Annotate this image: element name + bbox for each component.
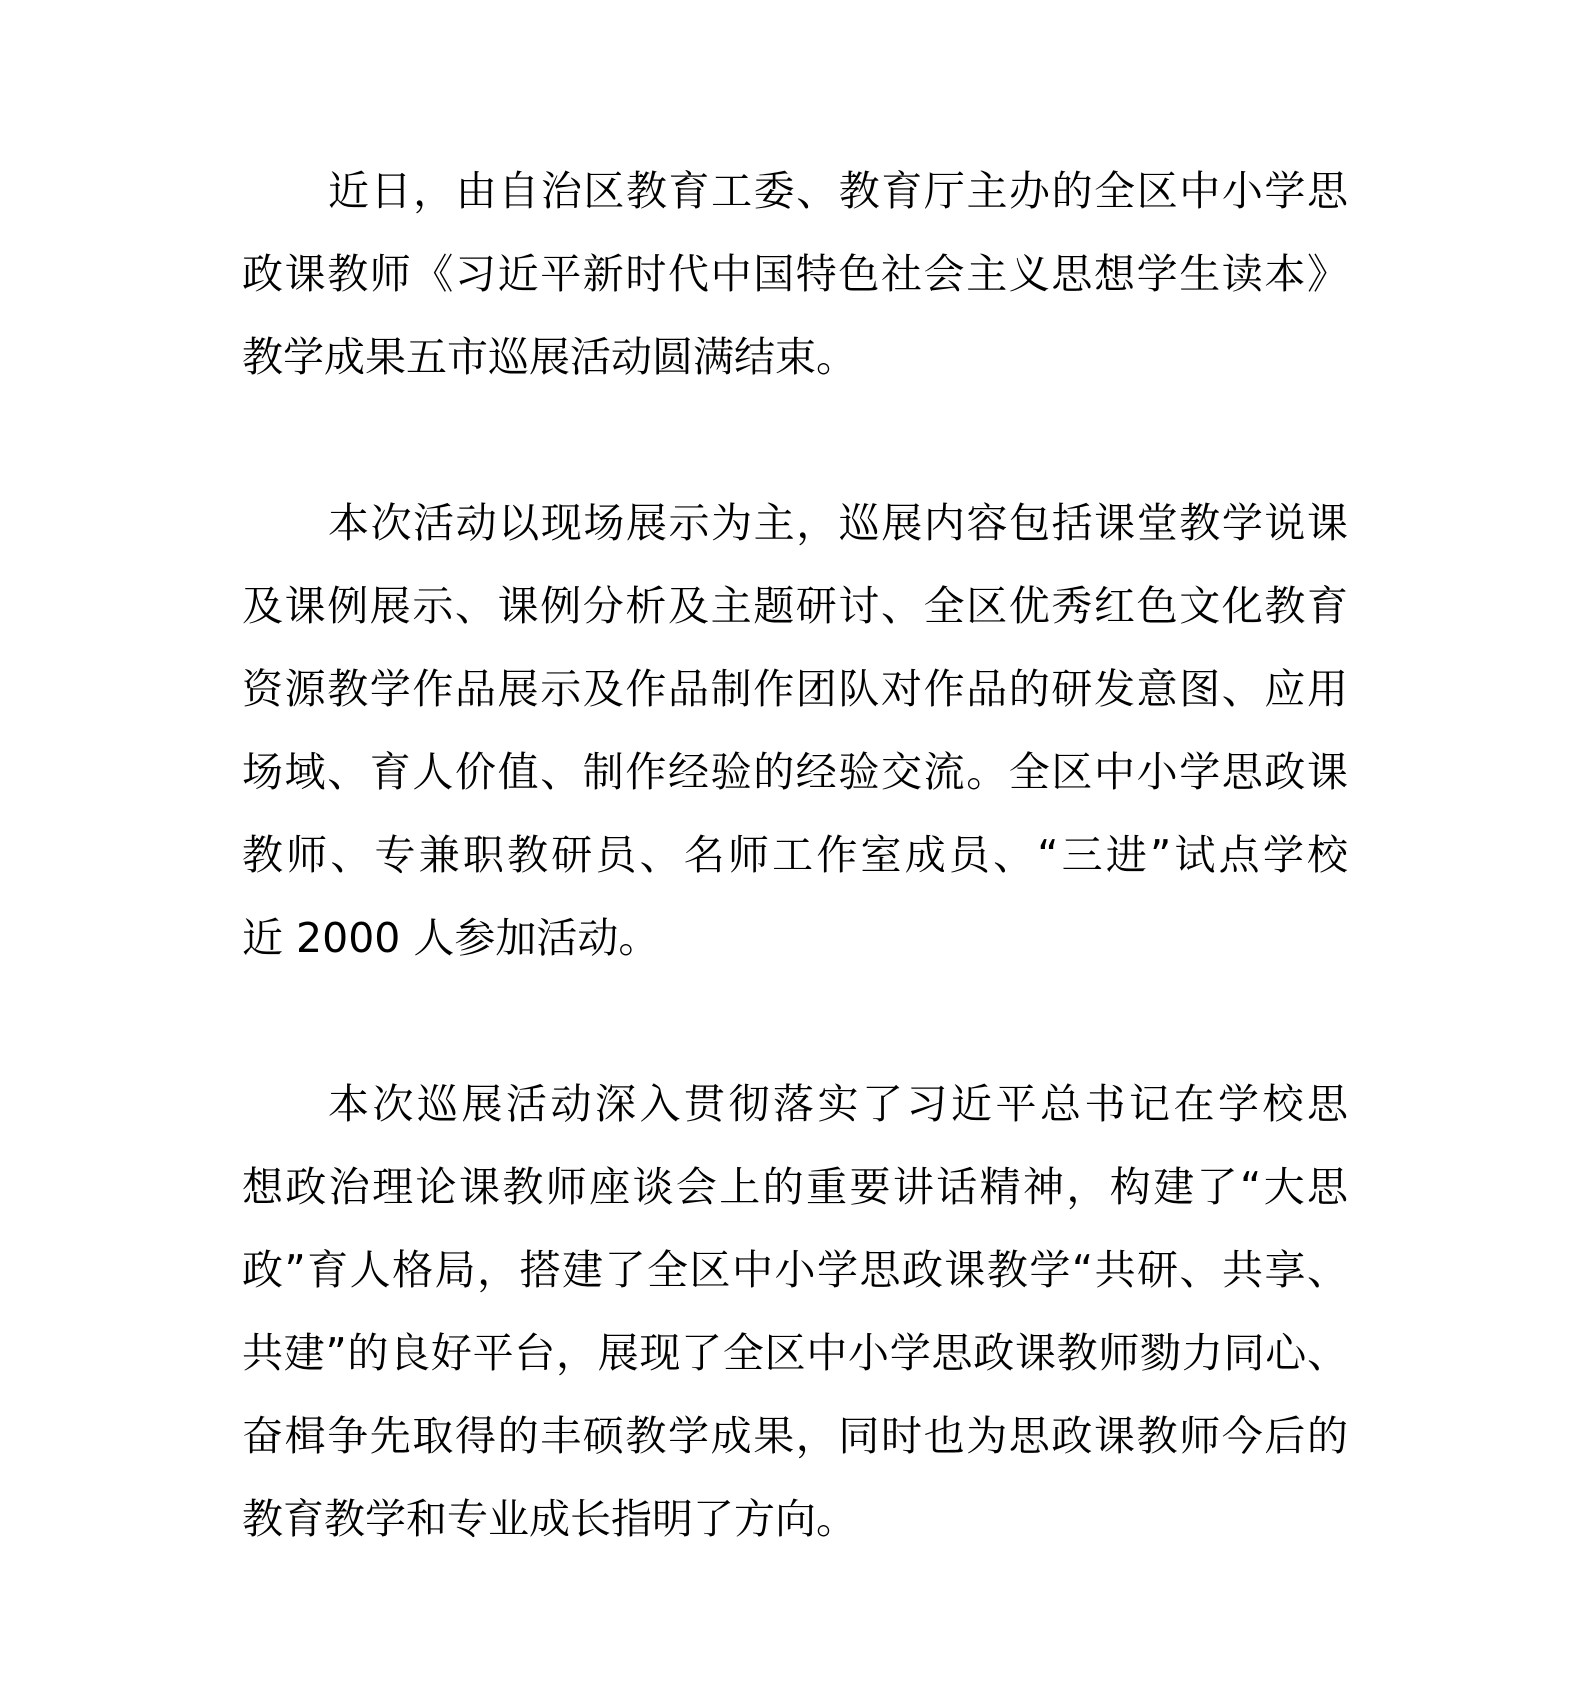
paragraph-line: 想政治理论课教师座谈会上的重要讲话精神，构建了“大思 <box>242 1163 1348 1211</box>
paragraph-line: 近 2000 人参加活动。 <box>242 914 660 962</box>
paragraph-line: 教学成果五市巡展活动圆满结束。 <box>242 333 857 381</box>
paragraph-line: 政课教师《习近平新时代中国特色社会主义思想学生读本》 <box>242 250 1348 298</box>
paragraph-line: 教师、专兼职教研员、名师工作室成员、“三进”试点学校 <box>242 831 1348 879</box>
paragraph-line: 近日，由自治区教育工委、教育厅主办的全区中小学思 <box>328 167 1348 215</box>
document-page <box>242 150 1348 1644</box>
paragraph-line: 场域、育人价值、制作经验的经验交流。全区中小学思政课 <box>242 748 1348 796</box>
paragraph-2 <box>242 482 1348 980</box>
paragraph-line: 及课例展示、课例分析及主题研讨、全区优秀红色文化教育 <box>242 582 1348 630</box>
paragraph-line: 奋楫争先取得的丰硕教学成果，同时也为思政课教师今后的 <box>242 1412 1348 1460</box>
paragraph-line: 本次活动以现场展示为主，巡展内容包括课堂教学说课 <box>328 499 1348 547</box>
paragraph-line: 共建”的良好平台，展现了全区中小学思政课教师勠力同心、 <box>242 1329 1348 1377</box>
paragraph-line: 资源教学作品展示及作品制作团队对作品的研发意图、应用 <box>242 665 1348 713</box>
paragraph-1 <box>242 150 1348 399</box>
paragraph-line: 教育教学和专业成长指明了方向。 <box>242 1495 857 1543</box>
paragraph-line: 本次巡展活动深入贯彻落实了习近平总书记在学校思 <box>328 1080 1348 1128</box>
paragraph-line: 政”育人格局，搭建了全区中小学思政课教学“共研、共享、 <box>242 1246 1348 1294</box>
paragraph-3 <box>242 1063 1348 1561</box>
